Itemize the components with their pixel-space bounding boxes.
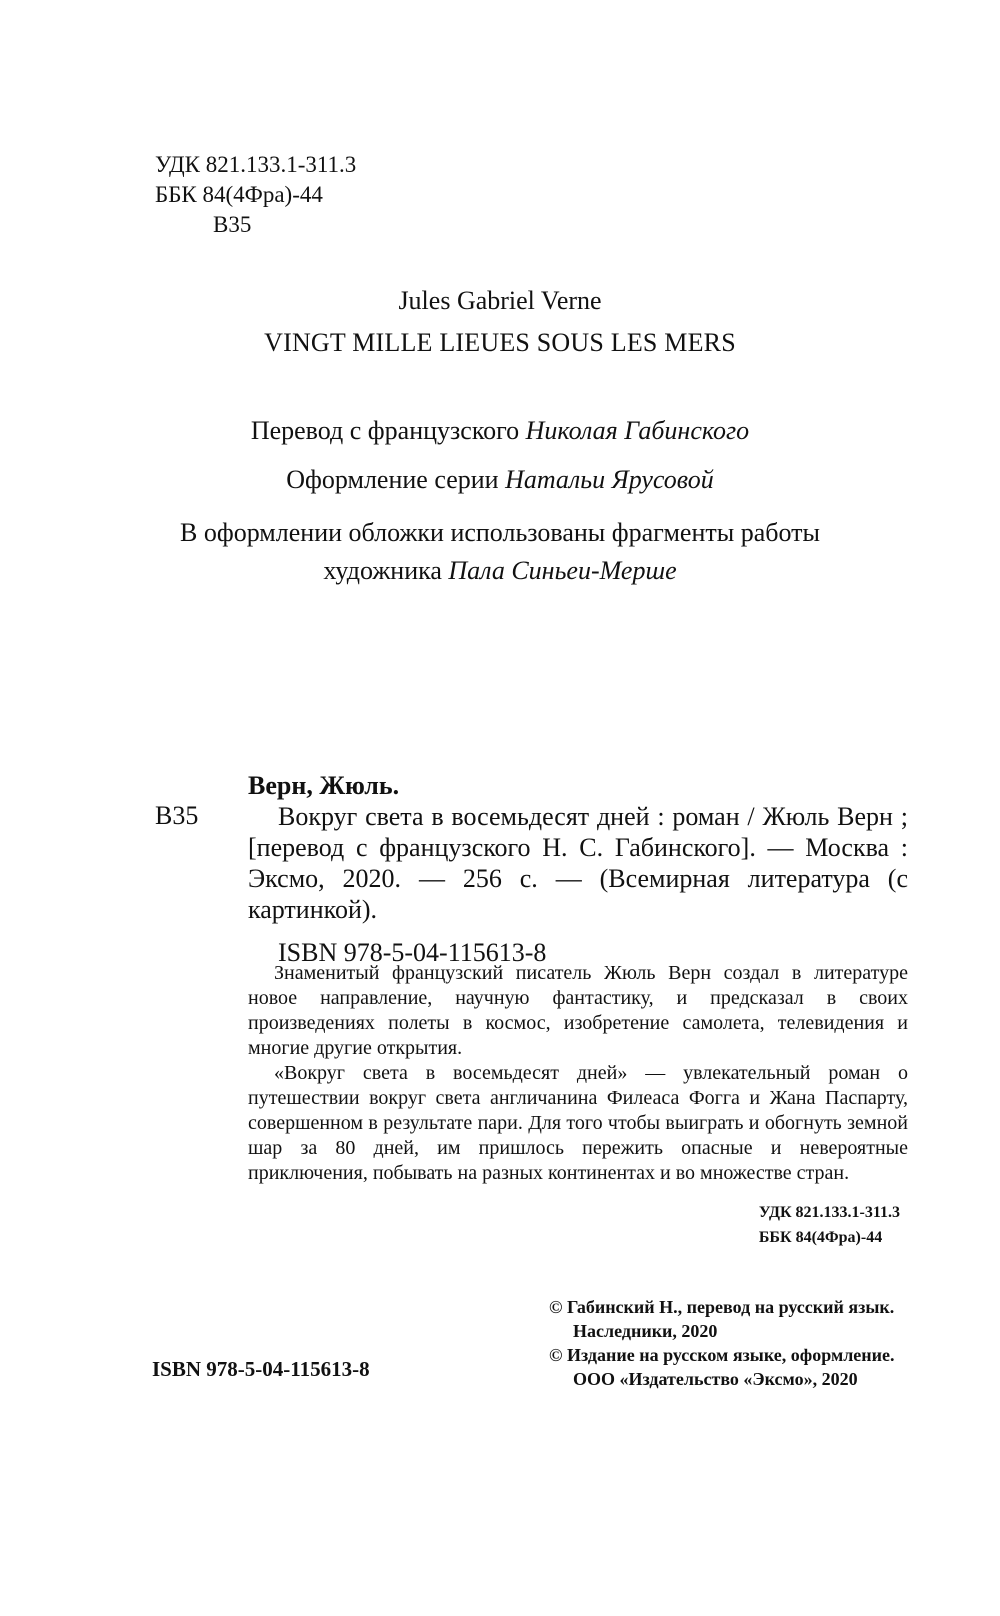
annotation [248,961,908,1186]
biblio-author-heading: Верн, Жюль. [248,771,400,800]
udk-code: УДК 821.133.1-311.3 [155,152,357,177]
bbk-code: ББК 84(4Фра)-44 [155,182,323,207]
annotation-paragraph-1: Знаменитый французский писатель Жюль Верн создал в литературе новое направление, научную фантастику, и предсказал в своих произведениях полеты в космос, изобретение самолета, телевидения и многие другие открытия. [248,962,908,1059]
author-mark: В35 [213,212,252,237]
footer-classification [759,1200,900,1250]
footer-udk: УДК 821.133.1-311.3 [758,1204,900,1221]
annotation-paragraph-2: «Вокруг света в восемьдесят дней» — увлекательный роман о путешествии вокруг света англичанина Филеаса Фогга и Жана Паспарту, совершенном в результате пари. Для того чтобы выиграть и обогнуть земной шар за 80 дней, им пришлось пережить опасные и невероятные приключения, побывать на разных континентах и во множестве стран. [248,1062,908,1184]
biblio-code: В35 [155,801,199,830]
copyright-1-line1: © Габинский Н., перевод на русский язык. [549,1297,895,1317]
cover-artist-name: Пала Синьеи-Мерше [448,556,677,585]
translation-credit [0,416,1000,446]
bibliographic-record [248,770,908,968]
copyright-1-line2: Наследники, 2020 [573,1321,718,1341]
footer-isbn: ISBN 978-5-04-115613-8 [152,1357,370,1381]
biblio-entry: Вокруг света в восемьдесят дней : роман / Жюль Верн ; [перевод с французского Н. С. Габинского]. — Москва : Эксмо, 2020. — 256 с. — (Всемирная литература (с картинкой). [248,802,908,924]
translation-prefix: Перевод с французского [250,416,526,445]
cover-prefix: художника [323,556,449,585]
series-design-prefix: Оформление серии [286,465,506,494]
copyright-block [549,1295,895,1391]
classification-block [155,150,356,240]
translator-name: Николая Габинского [525,416,750,445]
original-author: Jules Gabriel Verne [398,286,602,315]
cover-credit-line2 [0,552,1000,590]
original-title: VINGT MILLE LIEUES SOUS LES MERS [264,328,736,357]
cover-credit [0,514,1000,590]
series-designer-name: Натальи Ярусовой [505,465,714,494]
copyright-2-line1: © Издание на русском языке, оформление. [549,1345,895,1365]
footer-bbk: ББК 84(4Фра)-44 [758,1229,883,1246]
cover-credit-line1: В оформлении обложки использованы фрагменты работы [180,518,820,547]
biblio-isbn: ISBN 978-5-04-115613-8 [278,938,547,967]
series-design-credit [0,465,1000,495]
copyright-2-line2: ООО «Издательство «Эксмо», 2020 [573,1369,858,1389]
